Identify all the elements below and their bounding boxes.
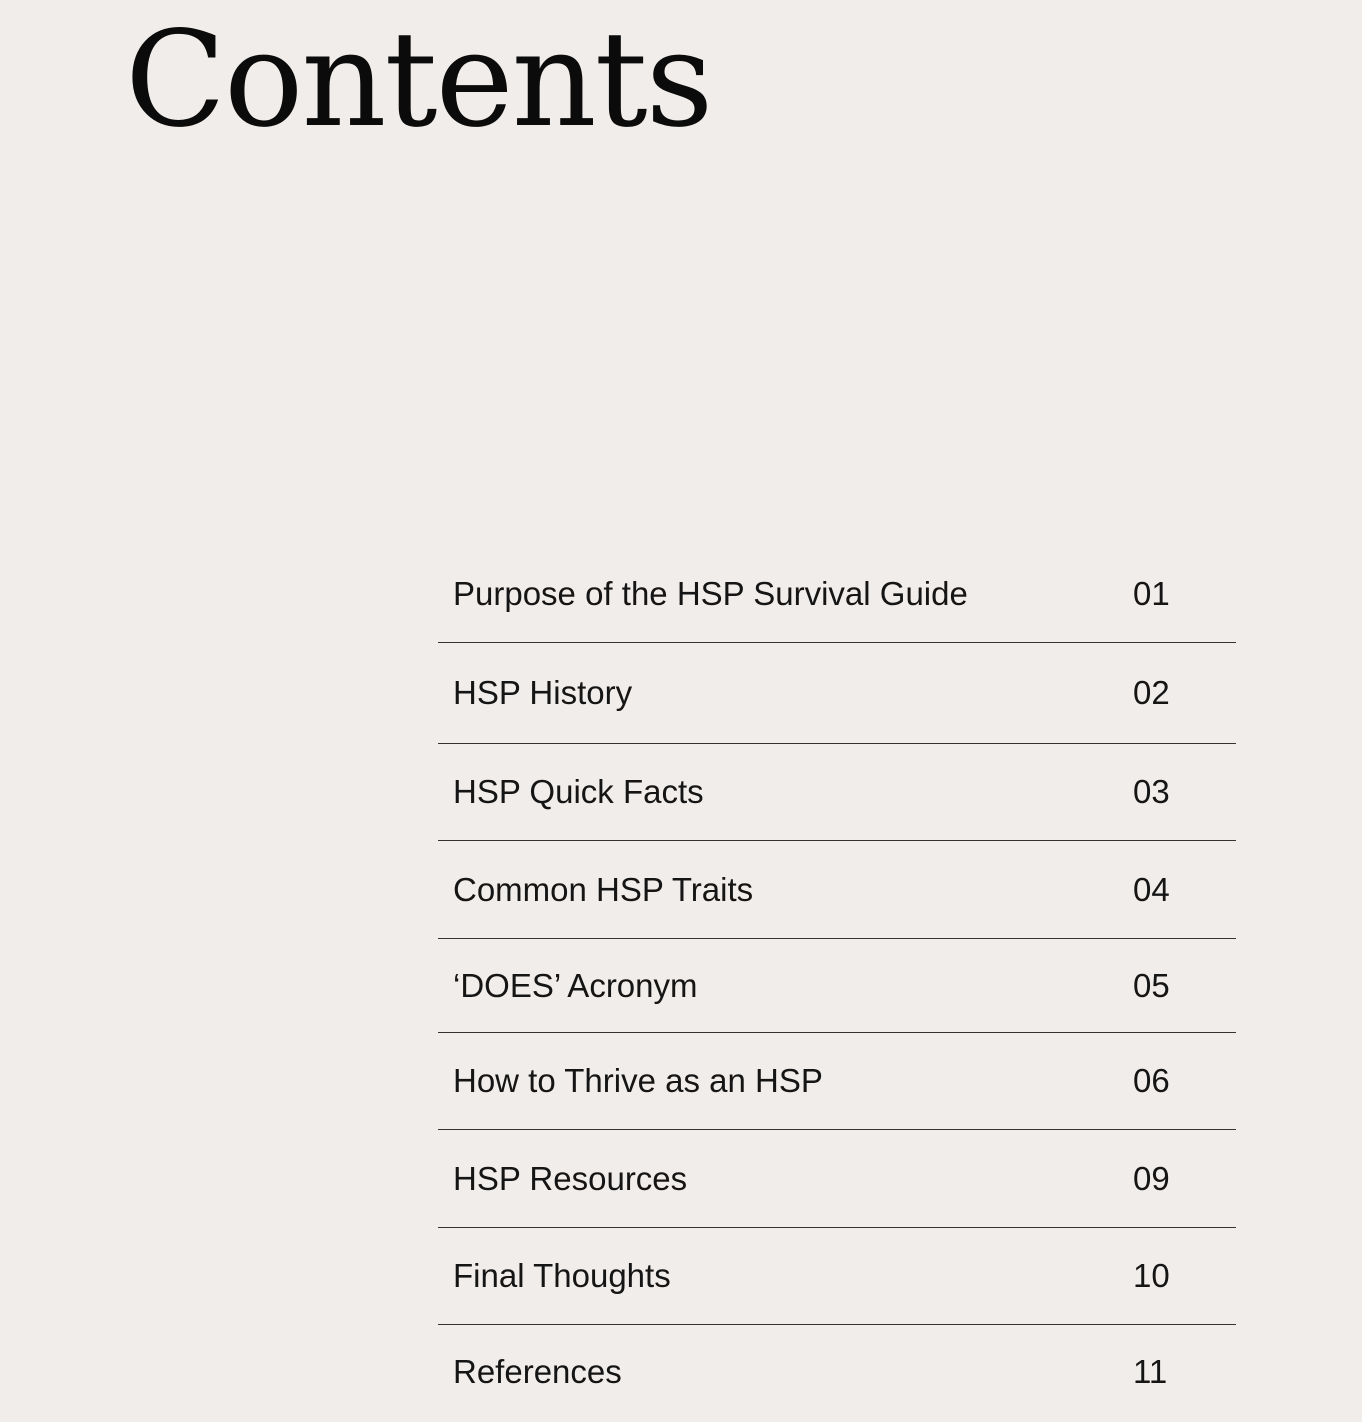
toc-item-label: HSP Quick Facts <box>453 773 704 810</box>
toc-item-page-number: 06 <box>1133 1062 1170 1099</box>
toc-item-page-number: 02 <box>1133 674 1170 711</box>
toc-row[interactable] <box>438 643 1236 744</box>
toc-item-label: References <box>453 1353 622 1390</box>
toc-row[interactable] <box>438 1033 1236 1130</box>
toc-item-label: Final Thoughts <box>453 1257 671 1294</box>
toc-row[interactable] <box>438 939 1236 1033</box>
toc-item-label: HSP Resources <box>453 1159 688 1197</box>
toc-item-label: HSP History <box>453 674 633 711</box>
toc-row[interactable] <box>438 545 1236 643</box>
toc-item-label: How to Thrive as an HSP <box>453 1062 823 1099</box>
toc-item-label: ‘DOES’ Acronym <box>453 966 698 1004</box>
toc-item-page-number: 09 <box>1133 1159 1170 1197</box>
toc-item-page-number: 01 <box>1133 574 1170 612</box>
toc-row[interactable] <box>438 1228 1236 1325</box>
toc-item-page-number: 05 <box>1133 966 1170 1004</box>
toc-row[interactable] <box>438 841 1236 939</box>
toc-item-page-number: 04 <box>1133 870 1170 908</box>
page-title: Contents <box>125 3 712 157</box>
toc-row[interactable] <box>438 744 1236 841</box>
toc-row[interactable] <box>438 1325 1236 1422</box>
toc-item-page-number: 11 <box>1133 1353 1168 1390</box>
toc-item-page-number: 03 <box>1133 773 1170 810</box>
toc-item-label: Common HSP Traits <box>453 870 754 908</box>
table-of-contents <box>438 545 1236 1422</box>
toc-item-label: Purpose of the HSP Survival Guide <box>453 574 968 612</box>
toc-item-page-number: 10 <box>1133 1257 1170 1294</box>
toc-row[interactable] <box>438 1130 1236 1228</box>
